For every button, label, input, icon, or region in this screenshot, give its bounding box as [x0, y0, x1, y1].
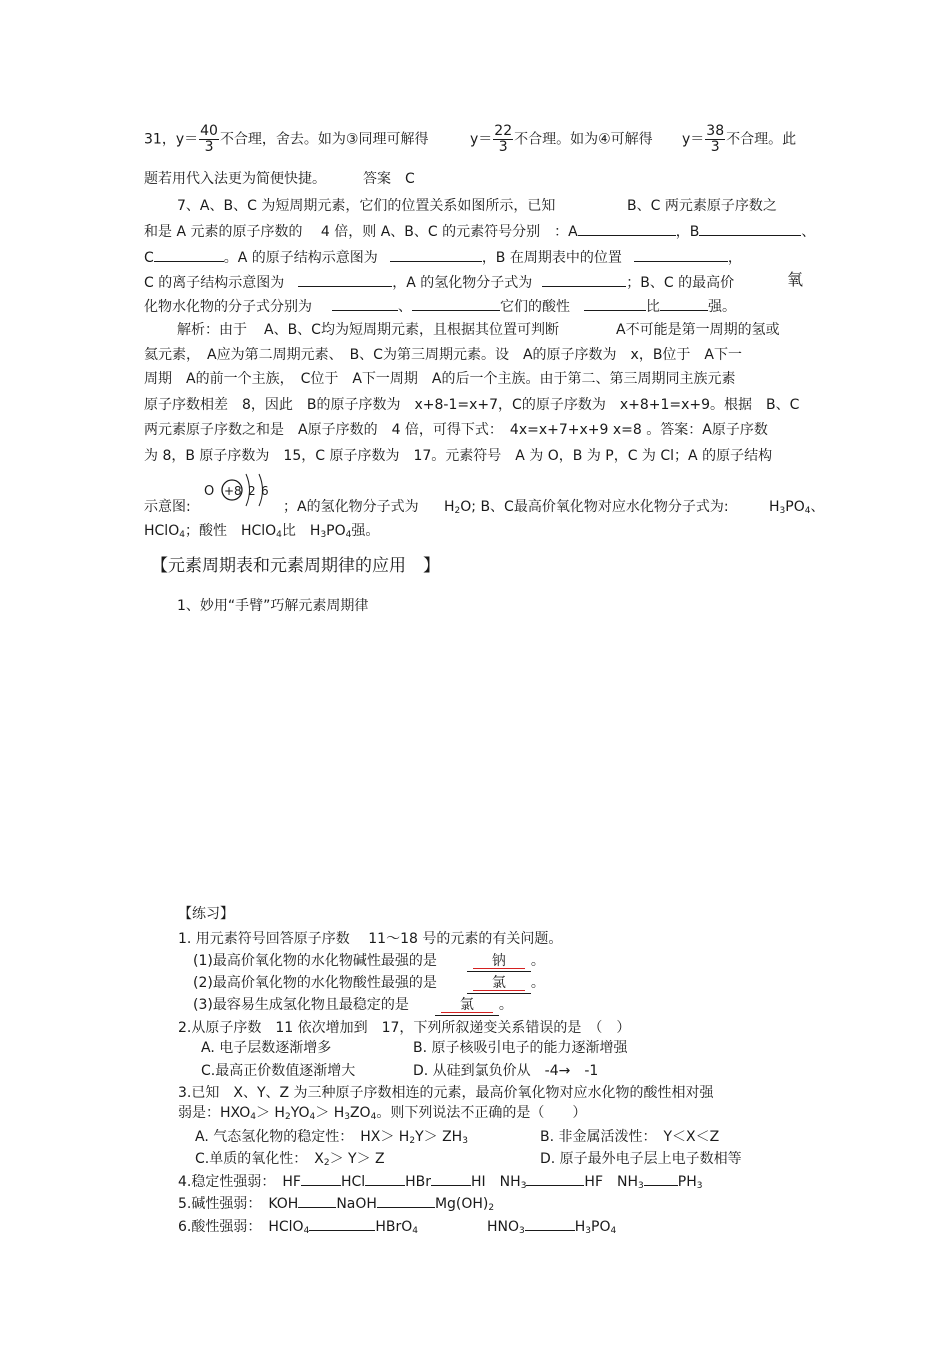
text: ，B 在周期表中的位置 [481, 250, 622, 266]
practice-q3-line2 [178, 1103, 586, 1127]
text: ；B、C 的最高价 [626, 275, 735, 291]
text: 和是 A 元素的原子序数的 4 倍，则 A、B、C 的元素符号分别 ：A [144, 224, 578, 240]
text: 、 [801, 224, 816, 240]
nucleus-charge: +8 [224, 484, 242, 498]
q7-line3 [144, 246, 742, 268]
answer-blank-c-ion[interactable] [298, 271, 392, 287]
practice-q6b [487, 1215, 616, 1241]
subscript: 3 [519, 1226, 525, 1236]
text: 氧 [787, 270, 804, 289]
text: 6.酸性强弱： HClO [178, 1219, 304, 1235]
analysis-line2 [144, 345, 742, 365]
frac-den: 3 [710, 139, 720, 155]
text: NaOH [336, 1196, 377, 1212]
text: y＝ [682, 131, 705, 148]
answer-blank[interactable] [298, 1192, 336, 1208]
para1-line1-part2 [470, 124, 653, 155]
text: O; B、C最高价氧化物对应水化物分子式为: [460, 499, 729, 515]
answer-blank-a[interactable] [578, 220, 676, 236]
text: (3)最容易生成氢化物且最稳定的是 [193, 997, 409, 1013]
text: D. 从硅到氯负价从 -4→ -1 [413, 1063, 599, 1079]
answer-chlorine-2 [435, 995, 499, 1016]
text: 不合理。此 [726, 131, 797, 148]
fraction-40-3 [199, 124, 219, 155]
answer-blank[interactable] [377, 1192, 435, 1208]
red-underline [441, 1012, 493, 1013]
para1-line1 [144, 124, 429, 155]
subscript: 4 [179, 530, 185, 540]
shell-1-electrons: 2 [248, 484, 256, 498]
q7-line1 [177, 196, 555, 216]
analysis-line7c [769, 497, 824, 521]
text: ，A 的氢化物分子式为 [392, 275, 533, 291]
text: 。 [498, 997, 513, 1013]
text: 原子序数相差 8，因此 B的原子序数为 x+8-1=x+7，C的原子序数为 x+8+1=x+9。根据 B、C [144, 397, 800, 413]
subscript: 3 [638, 1181, 644, 1191]
text: 周期 A的前一个主族， C位于 A下一周期 A的后一个主族。由于第二、第三周期同主族元素 [144, 371, 736, 387]
subscript: 2 [454, 506, 461, 516]
text: C.最高正价数值逐渐增大 [201, 1063, 356, 1079]
subscript: 4 [250, 1112, 256, 1122]
q7-line5 [144, 295, 736, 317]
text: 不合理，舍去。如为③同理可解得 [219, 131, 429, 148]
analysis-line8 [144, 521, 379, 545]
subscript: 2 [409, 1136, 416, 1146]
analysis-line1 [177, 320, 247, 340]
practice-q1-3 [193, 995, 513, 1016]
text: 化物水化物的分子式分别为 [144, 299, 312, 315]
text: PO [326, 523, 346, 539]
answer-text: 钠 [491, 953, 506, 969]
fraction-38-3 [705, 124, 725, 155]
practice-q1 [178, 929, 562, 949]
text: A不可能是第一周期的氢或 [616, 322, 780, 338]
analysis-line1c [616, 320, 780, 340]
text: 氦元素， A应为第二周期元素、 B、C为第三周期元素。设 A的原子序数为 x，B位于 A下一 [144, 347, 742, 363]
subscript: 3 [696, 1181, 703, 1191]
answer-blank[interactable] [365, 1170, 405, 1186]
practice-q2-option-b [413, 1038, 628, 1058]
answer-blank-weaker[interactable] [660, 295, 708, 311]
subscript: 3 [344, 1112, 350, 1122]
analysis-line7-label [144, 497, 191, 517]
text: B. 原子核吸引电子的能力逐渐增强 [413, 1040, 628, 1056]
text: 。 [530, 975, 545, 991]
answer-sodium [467, 951, 531, 972]
text: 不合理。如为④可解得 [514, 131, 653, 148]
answer-blank-c-acid[interactable] [412, 295, 500, 311]
text: Mg(OH) [434, 1196, 489, 1212]
practice-title [178, 904, 234, 924]
text: HBrO [375, 1219, 413, 1235]
answer-blank-a-structure[interactable] [390, 246, 482, 262]
answer-blank[interactable] [431, 1170, 471, 1186]
shell-2-electrons: 6 [261, 484, 269, 498]
answer-blank-b-position[interactable] [634, 246, 728, 262]
subscript: 4 [804, 506, 811, 516]
practice-q1-1 [193, 951, 545, 972]
text: 5.碱性强弱： KOH [178, 1196, 299, 1212]
text: B. 非金属活泼性： Y＜X＜Z [540, 1129, 720, 1145]
practice-q3-option-a [195, 1127, 468, 1151]
practice-q2-option-a [201, 1038, 331, 1058]
text: 【元素周期表和元素周期律的应用 】 [151, 556, 440, 576]
text: 2.从原子序数 11 依次增加到 17，下列所叙递变关系错误的是 （ ） [178, 1020, 631, 1036]
answer-blank[interactable] [309, 1215, 375, 1231]
text: 弱是：HXO [178, 1105, 251, 1121]
text: H [574, 1219, 586, 1235]
text: 比 [646, 299, 660, 315]
subscript: 3 [779, 506, 786, 516]
text: HF NH [584, 1174, 639, 1190]
text: 解析：由于 [177, 322, 247, 338]
text: PH [677, 1174, 697, 1190]
subscript: 2 [488, 1203, 495, 1213]
frac-num: 38 [706, 123, 725, 139]
analysis-line5 [144, 420, 768, 440]
text: 它们的酸性 [500, 299, 570, 315]
oxygen-atom-structure-diagram [201, 468, 277, 514]
text: HI NH [471, 1174, 521, 1190]
red-underline [473, 990, 525, 991]
text: YO [290, 1105, 310, 1121]
answer-blank-c[interactable] [154, 246, 224, 262]
answer-text: 氯 [459, 997, 474, 1013]
text: 1、妙用“手臂”巧解元素周期律 [177, 598, 369, 614]
text: H [444, 499, 455, 515]
subscript: 3 [520, 1181, 527, 1191]
practice-q3 [178, 1083, 714, 1103]
subscript: 2 [323, 1158, 330, 1168]
text: 为 8，B 原子序数为 15，C 原子序数为 17。元素符号 A 为 O，B 为 P，C 为 Cl；A 的原子结构 [144, 448, 773, 464]
practice-q6 [178, 1215, 418, 1241]
answer-blank[interactable] [301, 1170, 341, 1186]
text: C [144, 250, 154, 266]
text: y＝ [470, 131, 493, 148]
answer-blank-a-hydride[interactable] [542, 271, 626, 287]
answer-blank-b[interactable] [699, 220, 801, 236]
text: ＞ Y＞ Z [329, 1151, 385, 1167]
text: A. 电子层数逐渐增多 [201, 1040, 332, 1056]
text: PO [591, 1219, 611, 1235]
text: 。A 的原子结构示意图为 [223, 250, 378, 266]
text: 【练习】 [178, 906, 234, 922]
text: Y＞ ZH [415, 1129, 463, 1145]
analysis-line7b [444, 497, 729, 521]
subscript: 4 [303, 1226, 310, 1236]
text: 强。 [351, 523, 380, 539]
text: ， [727, 250, 742, 266]
text: (1)最高价氧化物的水化物碱性最强的是 [193, 953, 437, 969]
text: 3.已知 X、Y、Z 为三种原子序数相连的元素，最高价氧化物对应水化物的酸性相对强 [178, 1085, 714, 1101]
frac-num: 22 [494, 123, 513, 139]
fraction-22-3 [493, 124, 513, 155]
q7-line2 [144, 220, 815, 242]
answer-blank-stronger[interactable] [584, 295, 646, 311]
text: 题若用代入法更为简便快捷。 [144, 171, 326, 187]
text: ZO [349, 1105, 371, 1121]
text: HClO [144, 523, 180, 539]
text: HCl [340, 1174, 366, 1190]
text: 4.稳定性强弱： HF [178, 1174, 301, 1190]
answer-blank-b-acid[interactable] [332, 295, 398, 311]
text: 强。 [708, 299, 736, 315]
text: HBr [405, 1174, 432, 1190]
frac-den: 3 [204, 139, 214, 155]
text: 1. 用元素符号回答原子序数 11～18 号的元素的有关问题。 [178, 931, 563, 947]
text: 7、A、B、C 为短周期元素，它们的位置关系如图所示，已知 [177, 198, 556, 214]
frac-den: 3 [498, 139, 508, 155]
subscript: 4 [276, 530, 282, 540]
text: 。 [530, 953, 545, 969]
q7-line4 [144, 271, 734, 293]
text: 示意图: [144, 499, 191, 515]
text: D. 原子最外电子层上电子数相等 [540, 1151, 742, 1167]
text: 、 [810, 499, 825, 515]
para1-line1-part3 [682, 124, 796, 155]
red-underline [473, 968, 525, 969]
text: HNO [487, 1219, 520, 1235]
text: ＞ H [315, 1105, 345, 1121]
section-heading [151, 556, 440, 576]
text: H [769, 499, 780, 515]
subscript: 4 [610, 1226, 617, 1236]
text: ＞ H [255, 1105, 285, 1121]
text: (2)最高价氧化物的水化物酸性最强的是 [193, 975, 437, 991]
subscript: 4 [412, 1226, 418, 1236]
practice-q3-option-d [540, 1149, 742, 1169]
q7-line1b [627, 196, 777, 216]
text: ；酸性 HClO [184, 523, 277, 539]
subscript: 3 [320, 530, 327, 540]
text: ；A的氢化物分子式为 [283, 499, 419, 515]
subscript: 4 [345, 530, 352, 540]
text: A、B、C均为短周期元素，且根据其位置可判断 [264, 322, 559, 338]
answer-text: 氯 [491, 975, 506, 991]
text: 比 H [281, 523, 321, 539]
analysis-line4 [144, 395, 799, 415]
atom-symbol: O [204, 484, 215, 499]
practice-q3-option-b [540, 1127, 719, 1147]
answer-blank[interactable] [525, 1215, 575, 1231]
subscript: 4 [309, 1112, 316, 1122]
text: 两元素原子序数之和是 A原子序数的 4 倍，可得下式： 4x=x+7+x+9 x=8 。答案：A原子序数 [144, 422, 768, 438]
practice-q2-option-d [413, 1061, 598, 1081]
para1-answer [363, 169, 415, 189]
practice-q2 [178, 1018, 630, 1038]
text: ，B [675, 224, 700, 240]
analysis-line7 [283, 497, 419, 517]
subsection-title [177, 596, 368, 616]
q7-line4-end [787, 270, 803, 290]
text: C.单质的氧化性： X [195, 1151, 324, 1167]
answer-blank[interactable] [526, 1170, 584, 1186]
subscript: 2 [284, 1112, 291, 1122]
text: 、 [398, 299, 412, 315]
text: PO [785, 499, 805, 515]
text: A. 气态氢化物的稳定性： HX＞ H [195, 1129, 410, 1145]
practice-q2-option-c [201, 1061, 355, 1081]
answer-blank[interactable] [644, 1170, 678, 1186]
text: C 的离子结构示意图为 [144, 275, 285, 291]
text: 31，y＝ [144, 131, 199, 148]
answer-chlorine [467, 973, 531, 994]
text: 。则下列说法不正确的是（ ） [376, 1105, 587, 1121]
analysis-line3 [144, 369, 736, 389]
text: 答案 C [363, 171, 415, 187]
analysis-line6 [144, 446, 772, 466]
subscript: 4 [370, 1112, 377, 1122]
subscript: 3 [585, 1226, 592, 1236]
practice-q1-2 [193, 973, 545, 994]
analysis-line1b [264, 320, 559, 340]
para1-line2 [144, 169, 326, 189]
subscript: 3 [462, 1136, 468, 1146]
frac-num: 40 [200, 123, 218, 139]
text: B、C 两元素原子序数之 [627, 198, 777, 214]
